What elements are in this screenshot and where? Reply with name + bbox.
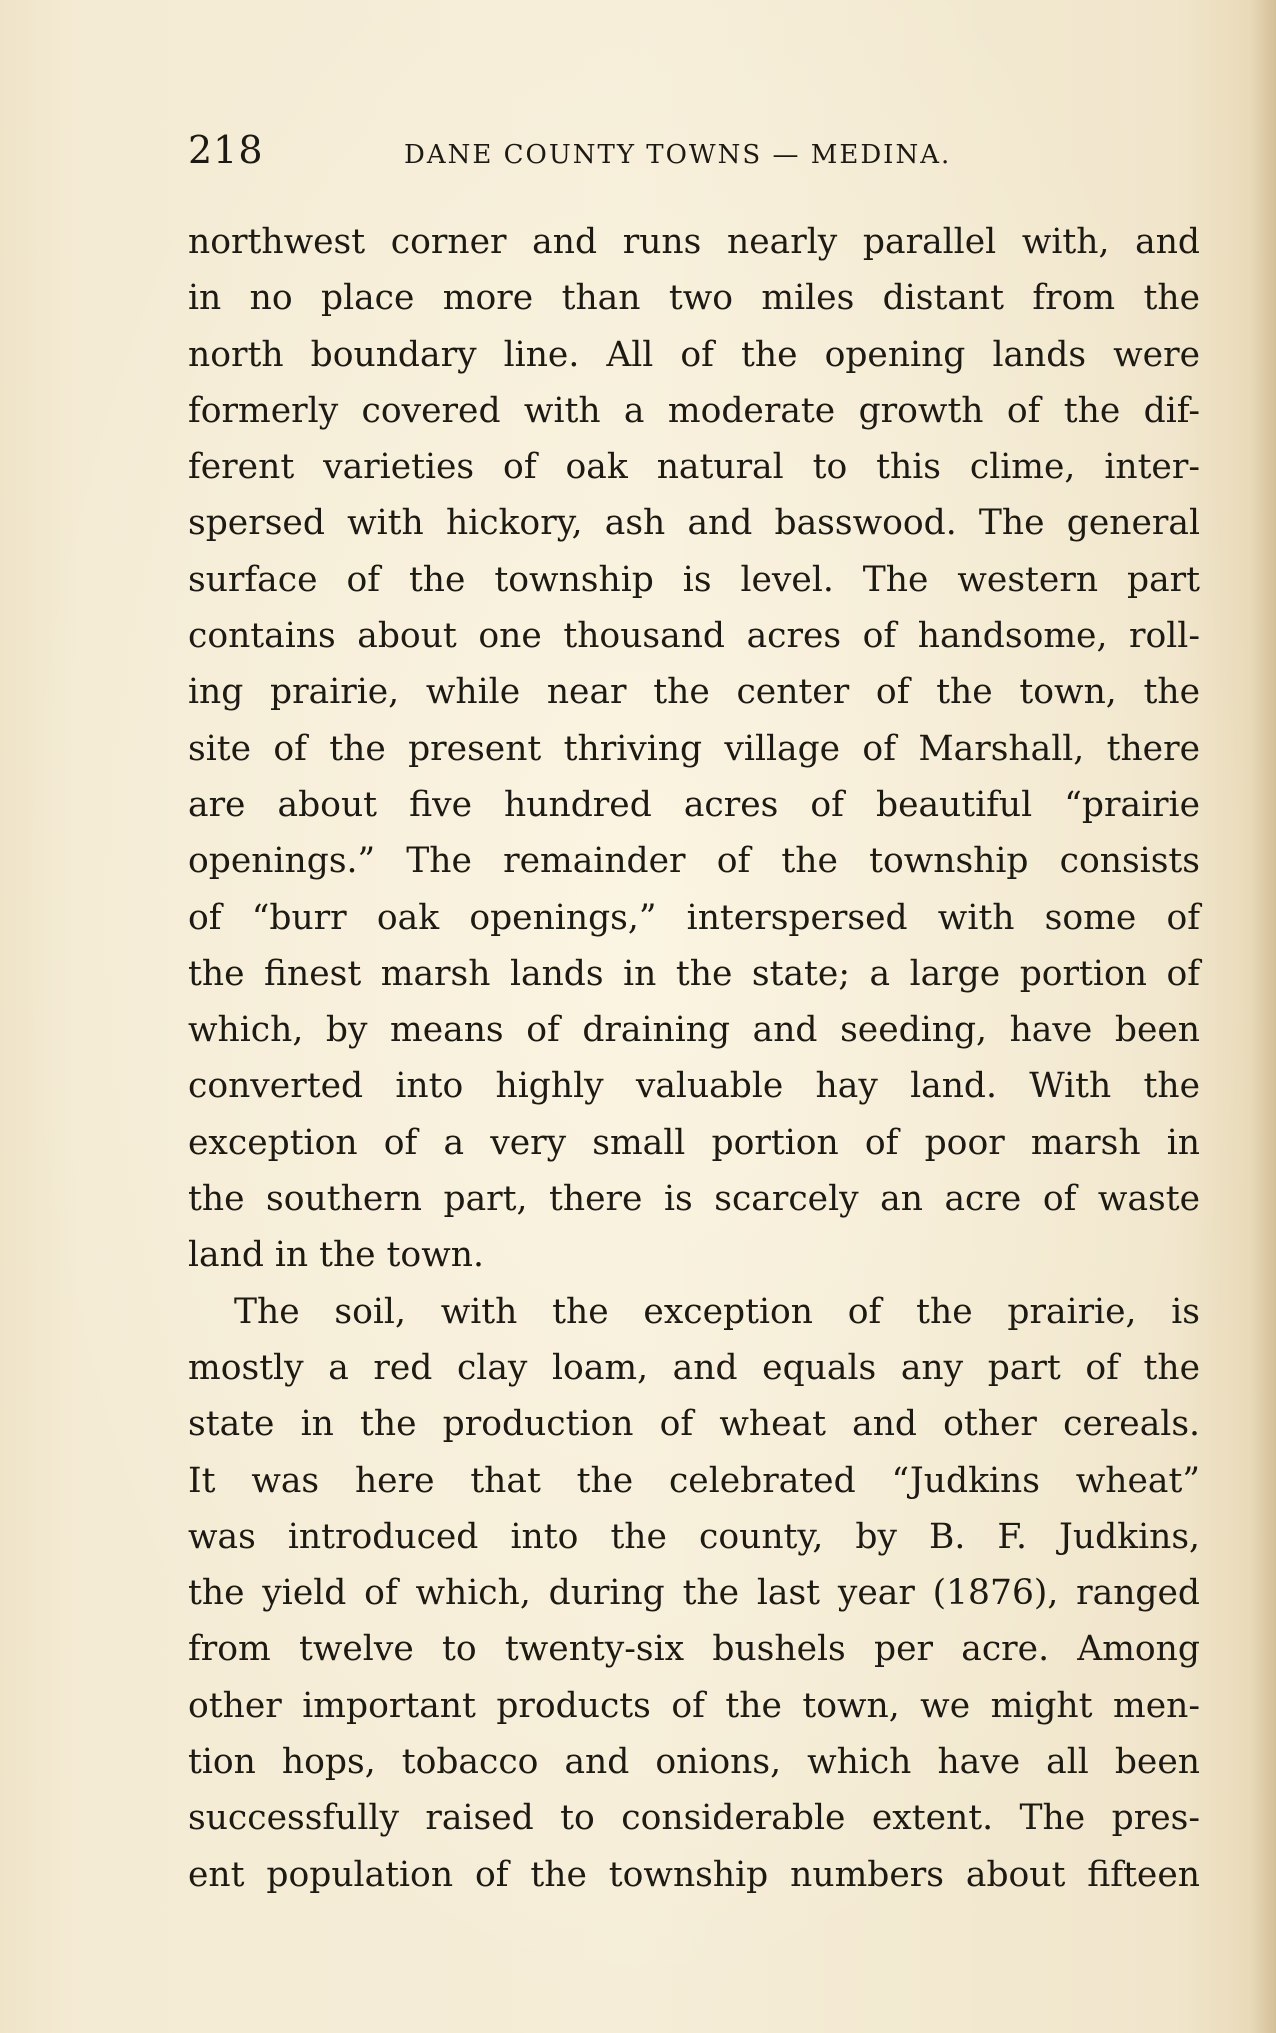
text-line: the southern part, there is scarcely an acre of waste [188, 1179, 1200, 1220]
text-line: formerly covered with a moderate growth of the dif- [188, 390, 1200, 431]
text-line: which, by means of draining and seeding, have been [188, 1010, 1200, 1051]
text-line: state in the production of wheat and other cereals. [188, 1404, 1200, 1445]
text-line: other important products of the town, we might men- [188, 1685, 1200, 1726]
text-line: north boundary line. All of the opening lands were [188, 334, 1200, 375]
text-line: from twelve to twenty-six bushels per acre. Among [188, 1629, 1200, 1670]
text-line: the finest marsh lands in the state; a large portion of [188, 953, 1200, 994]
text-line: openings.” The remainder of the township consists [188, 841, 1200, 882]
text-line: contains about one thousand acres of handsome, roll- [188, 616, 1200, 657]
text-line: successfully raised to considerable extent. The pres- [188, 1798, 1200, 1839]
text-line: the yield of which, during the last year (1876), ranged [188, 1573, 1200, 1614]
paragraph-1 [188, 214, 1200, 1284]
text-line: in no place more than two miles distant from the [188, 278, 1200, 319]
text-line: land in the town. [188, 1235, 484, 1276]
page-header [188, 118, 1198, 178]
text-line: of “burr oak openings,” interspersed with some of [188, 897, 1200, 938]
running-head: DANE COUNTY TOWNS — MEDINA. [404, 140, 952, 170]
page-number: 218 [188, 128, 264, 172]
text-line: surface of the township is level. The western part [188, 559, 1200, 600]
text-line: northwest corner and runs nearly parallel with, and [188, 222, 1200, 262]
text-line: exception of a very small portion of poor marsh in [188, 1122, 1200, 1163]
text-line: ent population of the township numbers about fifteen [188, 1854, 1200, 1895]
text-line: The soil, with the exception of the prairie, is [234, 1291, 1200, 1332]
body-text [188, 214, 1200, 1903]
text-line: site of the present thriving village of Marshall, there [188, 728, 1200, 769]
text-line: mostly a red clay loam, and equals any part of the [188, 1347, 1200, 1388]
text-line: was introduced into the county, by B. F. Judkins, [188, 1516, 1200, 1557]
text-line: ing prairie, while near the center of the town, the [188, 672, 1200, 713]
text-line: ferent varieties of oak natural to this clime, inter- [188, 447, 1200, 488]
text-line: are about five hundred acres of beautiful “prairie [188, 784, 1200, 825]
page-edge-shadow [1250, 0, 1276, 2033]
text-line: tion hops, tobacco and onions, which have all been [188, 1742, 1200, 1783]
text-line: converted into highly valuable hay land. With the [188, 1066, 1200, 1107]
text-line: spersed with hickory, ash and basswood. The general [188, 503, 1200, 544]
paragraph-2 [188, 1284, 1200, 1903]
text-line: It was here that the celebrated “Judkins wheat” [188, 1460, 1200, 1501]
